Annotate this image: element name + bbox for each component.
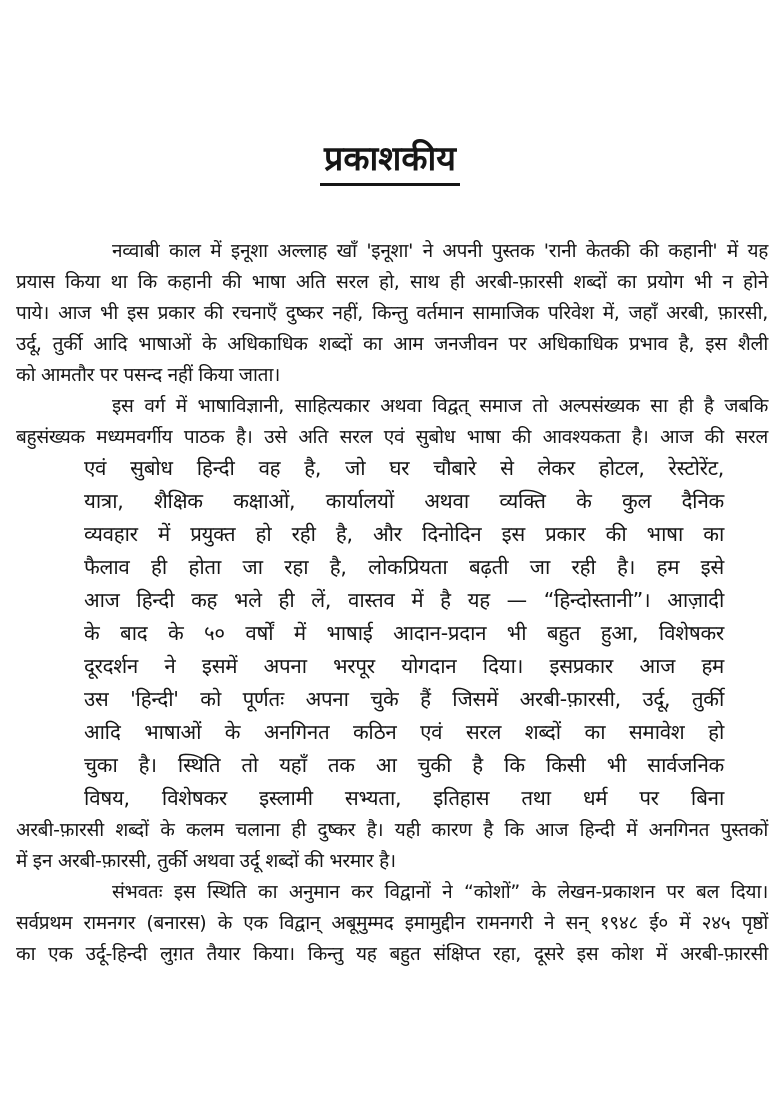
text-line: व्यवहार में प्रयुक्त हो रही है, और दिनोदिन इस प्रकार की भाषा का: [84, 522, 724, 546]
text-line: उस 'हिन्दी' को पूर्णतः अपना चुके हैं जिसमें अरबी-फ़ारसी, उर्दू, तुर्की: [84, 687, 724, 711]
text-line: में इन अरबी-फ़ारसी, तुर्की अथवा उर्दू शब्दों की भरमार है।: [16, 850, 396, 872]
text-line: सर्वप्रथम रामनगर (बनारस) के एक विद्वान् अबूमुम्मद इमामुद्दीन रामनगरी ने सन् १९४८ ई० में २४५ पृष्ठों: [16, 912, 768, 934]
text-line: आदि भाषाओं के अनगिनत कठिन एवं सरल शब्दों का समावेश हो: [84, 720, 724, 744]
text-line: के बाद के ५० वर्षों में भाषाई आदान-प्रदान भी बहुत हुआ, विशेषकर: [84, 621, 724, 645]
text-line: विषय, विशेषकर इस्लामी सभ्यता, इतिहास तथा धर्म पर बिना: [84, 786, 724, 810]
text-line: प्रयास किया था कि कहानी की भाषा अति सरल हो, साथ ही अरबी-फ़ारसी शब्दों का प्रयोग भी न होने: [16, 271, 768, 293]
text-line: आज हिन्दी कह भले ही लें, वास्तव में है यह — “हिन्दोस्तानी”। आज़ादी: [84, 588, 724, 612]
text-line: को आमतौर पर पसन्द नहीं किया जाता।: [16, 364, 280, 386]
text-line: नव्वाबी काल में इनूशा अल्लाह खाँ 'इनूशा' ने अपनी पुस्तक 'रानी केतकी की कहानी' में यह: [112, 240, 768, 262]
text-line: बहुसंख्यक मध्यमवर्गीय पाठक है। उसे अति सरल एवं सुबोध भाषा की आवश्यकता है। आज की सरल: [16, 426, 768, 448]
text-line: का एक उर्दू-हिन्दी लुग़त तैयार किया। किन्तु यह बहुत संक्षिप्त रहा, दूसरे इस कोश में अरबी-फ़ारसी: [16, 943, 768, 965]
text-line: संभवतः इस स्थिति का अनुमान कर विद्वानों ने “कोशों” के लेखन-प्रकाशन पर बल दिया।: [112, 881, 768, 903]
text-line: अरबी-फ़ारसी शब्दों के कलम चलाना ही दुष्कर है। यही कारण है कि आज हिन्दी में अनगिनत पुस्तकों: [16, 819, 768, 841]
text-line: चुका है। स्थिति तो यहाँ तक आ चुकी है कि किसी भी सार्वजनिक: [84, 753, 724, 777]
text-line: इस वर्ग में भाषाविज्ञानी, साहित्यकार अथवा विद्वत् समाज तो अल्पसंख्यक सा ही है जबकि: [112, 395, 768, 417]
page-title: प्रकाशकीय: [0, 137, 780, 186]
text-line: एवं सुबोध हिन्दी वह है, जो घर चौबारे से लेकर होटल, रेस्टोरेंट,: [84, 456, 724, 480]
text-line: उर्दू, तुर्की आदि भाषाओं के अधिकाधिक शब्दों का आम जनजीवन पर अधिकाधिक प्रभाव है, इस शैली: [16, 333, 768, 355]
text-line: पाये। आज भी इस प्रकार की रचनाएँ दुष्कर नहीं, किन्तु वर्तमान सामाजिक परिवेश में, जहाँ अरबी, फ़ारसी,: [16, 302, 768, 324]
text-line: दूरदर्शन ने इसमें अपना भरपूर योगदान दिया। इसप्रकार आज हम: [84, 654, 724, 678]
text-line: यात्रा, शैक्षिक कक्षाओं, कार्यालयों अथवा व्यक्ति के कुल दैनिक: [84, 489, 724, 513]
text-line: फैलाव ही होता जा रहा है, लोकप्रियता बढ़ती जा रही है। हम इसे: [84, 555, 724, 579]
